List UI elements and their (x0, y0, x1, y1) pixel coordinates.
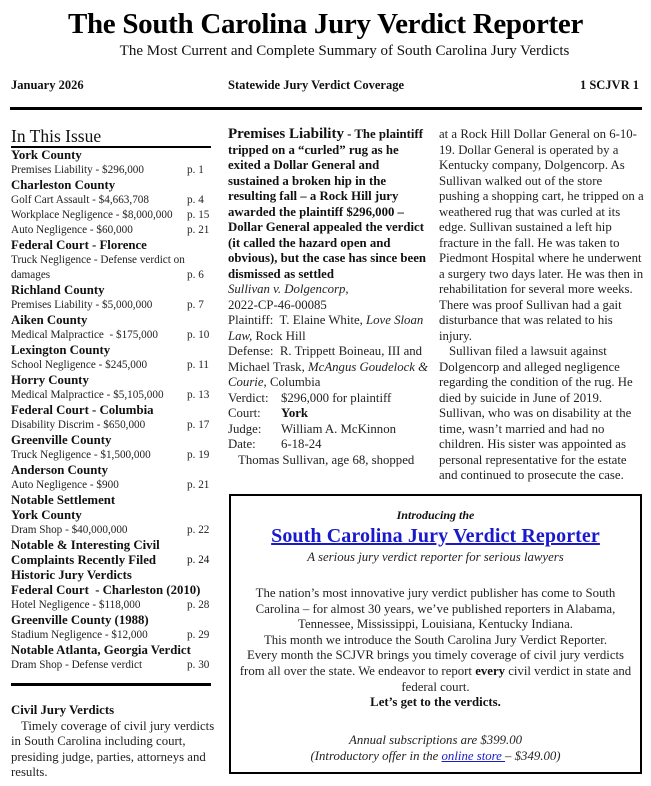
promo-body-paragraph: The nation’s most innovative jury verdict publisher has come to South Carolina – for almost 30 years, we’ve published reporters in Alabama, Tennessee, Mississippi, Louisiana, Kentucky Indiana. (255, 586, 616, 632)
toc-heading: Notable Atlanta, Georgia Verdict (11, 643, 191, 657)
issue-date: January 2026 (11, 78, 84, 92)
promo-text: civil verdict in state and federal court. (401, 663, 632, 694)
toc-item-page: p. 7 (187, 299, 204, 311)
article-paragraph-2: Sullivan filed a lawsuit against Dolgencorp and alleged negligence regarding the condition of the rug. He died by suicide in June of 2019. Sullivan, who was on disability at the time, wasn’t married and had no children. His sister was appointed as personal representative for the estate and continued to prosecute the case. (439, 344, 633, 482)
offer-price: – $349.00) (505, 748, 561, 763)
toc-item[interactable] (11, 628, 211, 643)
toc-item[interactable] (11, 448, 211, 463)
promo-emphasis: every (475, 663, 506, 678)
toc-item[interactable] (11, 163, 211, 178)
article-column-2 (439, 127, 644, 484)
toc-item-label: Stadium Negligence - $12,000 (11, 629, 148, 641)
toc-heading: Aiken County (11, 313, 88, 327)
toc-item-label: Golf Cart Assault - $4,663,708 (11, 194, 149, 206)
toc-item[interactable] (11, 418, 211, 433)
toc-heading-cont: Complaints Recently Filed (11, 553, 157, 567)
toc-heading: Lexington County (11, 343, 111, 357)
toc-heading: Richland County (11, 283, 105, 297)
toc-item[interactable] (11, 598, 211, 613)
toc-item-label: Truck Negligence - Defense verdict on (11, 254, 185, 266)
toc-item-label: Medical Malpractice - $5,105,000 (11, 389, 164, 401)
toc-item[interactable] (11, 223, 211, 238)
toc-heading: Greenville County (1988) (11, 613, 149, 627)
toc-item-page: p. 28 (187, 599, 210, 611)
toc-item-page: p. 11 (187, 359, 209, 371)
price-line: Annual subscriptions are $399.00 (349, 732, 522, 747)
promo-box (229, 494, 642, 774)
toc-title: In This Issue (11, 126, 211, 148)
toc-heading: York County (11, 508, 82, 522)
article-topic: Premises Liability (228, 126, 344, 142)
toc-item-label-cont: damages (11, 269, 51, 281)
toc-item[interactable] (11, 253, 211, 283)
judge-value: William A. McKinnon (281, 421, 397, 436)
toc-item[interactable] (11, 208, 211, 223)
verdict-label: Verdict: (228, 390, 269, 405)
toc-item-page: p. 10 (187, 329, 210, 341)
toc-item-label: Premises Liability - $5,000,000 (11, 299, 153, 311)
article-column-1 (228, 127, 433, 468)
toc-item-page: p. 22 (187, 524, 210, 536)
toc-item[interactable] (11, 388, 211, 403)
toc-item[interactable] (11, 193, 211, 208)
toc (11, 126, 211, 673)
masthead-subtitle: The Most Current and Complete Summary of South Carolina Jury Verdicts (119, 43, 570, 59)
toc-heading: Notable Settlement (11, 493, 116, 507)
toc-heading: Federal Court - Florence (11, 238, 147, 252)
promo-body-paragraph: This month we introduce the South Carolina Jury Verdict Reporter. (263, 632, 608, 647)
offer-text: (Introductory offer in the (310, 748, 442, 763)
judge-label: Judge: (228, 421, 262, 436)
date-label: Date: (228, 437, 256, 451)
issue-citation: 1 SCJVR 1 (579, 78, 639, 92)
toc-item-page: p. 13 (187, 389, 210, 401)
plaintiff-label: Plaintiff: (228, 313, 274, 327)
civil-verdicts-text: Timely coverage of civil jury verdicts in South Carolina including court, presiding judge, parties, attorneys and results. (11, 718, 215, 779)
toc-item-page: p. 30 (187, 659, 210, 671)
toc-item-label: Dram Shop - Defense verdict (11, 659, 143, 671)
promo-body-paragraph (237, 648, 634, 695)
court-value: York (281, 406, 309, 420)
toc-item-page: p. 17 (187, 419, 210, 431)
toc-item-page: p. 1 (187, 164, 204, 176)
online-store-link[interactable]: online store (441, 748, 506, 763)
defense-firm: McAngus Goudelock & Courie, (228, 359, 429, 389)
toc-item[interactable] (11, 298, 211, 313)
toc-item-label: Auto Negligence - $60,000 (11, 224, 133, 236)
toc-heading: Charleston County (11, 178, 116, 192)
toc-item[interactable] (11, 553, 211, 568)
toc-item-label: Hotel Negligence - $118,000 (11, 599, 141, 611)
sidebar-rule (11, 683, 211, 686)
article-lead (228, 127, 433, 282)
verdict-value: $296,000 for plaintiff (281, 390, 392, 405)
court-row (228, 406, 433, 422)
toc-heading: Historic Jury Verdicts (11, 568, 132, 582)
promo-tagline: A serious jury verdict reporter for serious lawyers (307, 550, 564, 564)
toc-item-page: p. 15 (187, 209, 210, 221)
toc-item[interactable] (11, 328, 211, 343)
verdict-row (228, 391, 433, 407)
date-value: 6-18-24 (281, 437, 322, 451)
article-paragraph-start: Thomas Sullivan, age 68, shopped (238, 452, 415, 467)
toc-heading: Federal Court - Charleston (2010) (11, 583, 201, 597)
header-rule (10, 107, 642, 110)
promo-body (231, 586, 640, 711)
masthead-title: The South Carolina Jury Verdict Reporter (67, 8, 584, 40)
toc-item-page: p. 6 (187, 269, 204, 281)
toc-item-page: p. 21 (187, 224, 210, 236)
defense-city: Columbia (266, 375, 321, 389)
toc-item-page: p. 4 (187, 194, 204, 206)
civil-verdicts-heading: Civil Jury Verdicts (11, 703, 115, 717)
plaintiff-city: Rock Hill (252, 328, 306, 343)
toc-item-label: Disability Discrim - $650,000 (11, 419, 146, 431)
date-row (228, 437, 433, 453)
plaintiff-firm: Love Sloan Law, (228, 313, 424, 343)
defense-counsel (228, 344, 433, 391)
case-number: 2022-CP-46-00085 (228, 297, 327, 312)
toc-item-label: Truck Negligence - $1,500,000 (11, 449, 151, 461)
article-paragraph-cont: at a Rock Hill Dollar General on 6-10-19. Dollar General is operated by a Kentucky company, Dolgencorp. As Sullivan walked out of the store pushing a shopping cart, he tripped on a weathered rug that was curled at its edge. Sullivan sustained a left hip fracture in the fall. He was taken to Piedmont Hospital where he underwent a surgery two days later. He was then in rehabilitation for several more weeks. There was proof Sullivan had a gait disturbance that was related to his injury. (439, 127, 644, 343)
offer-line (231, 748, 640, 764)
toc-item-page: p. 21 (187, 479, 210, 491)
promo-title-link[interactable]: South Carolina Jury Verdict Reporter (271, 525, 600, 547)
defense-label: Defense: (228, 344, 274, 358)
toc-item-page: p. 19 (187, 449, 210, 461)
toc-item-label: Medical Malpractice - $175,000 (11, 329, 158, 341)
promo-intro: Introducing the (396, 508, 475, 522)
toc-item-label: Premises Liability - $296,000 (11, 164, 144, 176)
plaintiff-attorney: T. Elaine White, (279, 313, 367, 327)
judge-row (228, 422, 433, 438)
civil-verdicts-box (11, 703, 216, 781)
toc-item-page: p. 24 (187, 554, 210, 566)
issue-coverage: Statewide Jury Verdict Coverage (228, 78, 405, 92)
promo-text: Every month the SCJVR brings you timely coverage of civil jury verdicts from all over the state. We endeavor to report (239, 648, 625, 678)
toc-heading: Federal Court - Columbia (11, 403, 154, 417)
promo-cta: Let’s get to the verdicts. (370, 695, 501, 710)
toc-item-label: Dram Shop - $40,000,000 (11, 524, 128, 536)
toc-heading: Notable & Interesting Civil (11, 538, 160, 552)
toc-item[interactable] (11, 658, 211, 673)
defense-attorneys: R. Trippett Boineau, III and Michael Trask, (228, 344, 423, 374)
court-label: Court: (228, 406, 261, 420)
promo-pricing (231, 732, 640, 764)
toc-heading: Anderson County (11, 463, 109, 477)
toc-item-label: School Negligence - $245,000 (11, 359, 148, 371)
case-name: Sullivan v. Dolgencorp, (228, 282, 349, 296)
toc-item-label: Auto Negligence - $900 (11, 479, 119, 491)
toc-heading: Horry County (11, 373, 89, 387)
toc-heading: Greenville County (11, 433, 112, 447)
toc-item[interactable] (11, 523, 211, 538)
toc-item-page: p. 29 (187, 629, 210, 641)
toc-item[interactable] (11, 358, 211, 373)
toc-heading: York County (11, 148, 82, 162)
plaintiff-counsel (228, 313, 433, 344)
toc-item[interactable] (11, 478, 211, 493)
toc-item-label: Workplace Negligence - $8,000,000 (11, 209, 173, 221)
article-summary: - The plaintiff tripped on a “curled” rug as he exited a Dollar General and sustained a broken hip in the resulting fall – a Rock Hill jury awarded the plaintiff $296,000 – Dollar General appealed the verdict (it called the hazard open and obvious), but the case has since been dismissed as settled (228, 127, 427, 281)
